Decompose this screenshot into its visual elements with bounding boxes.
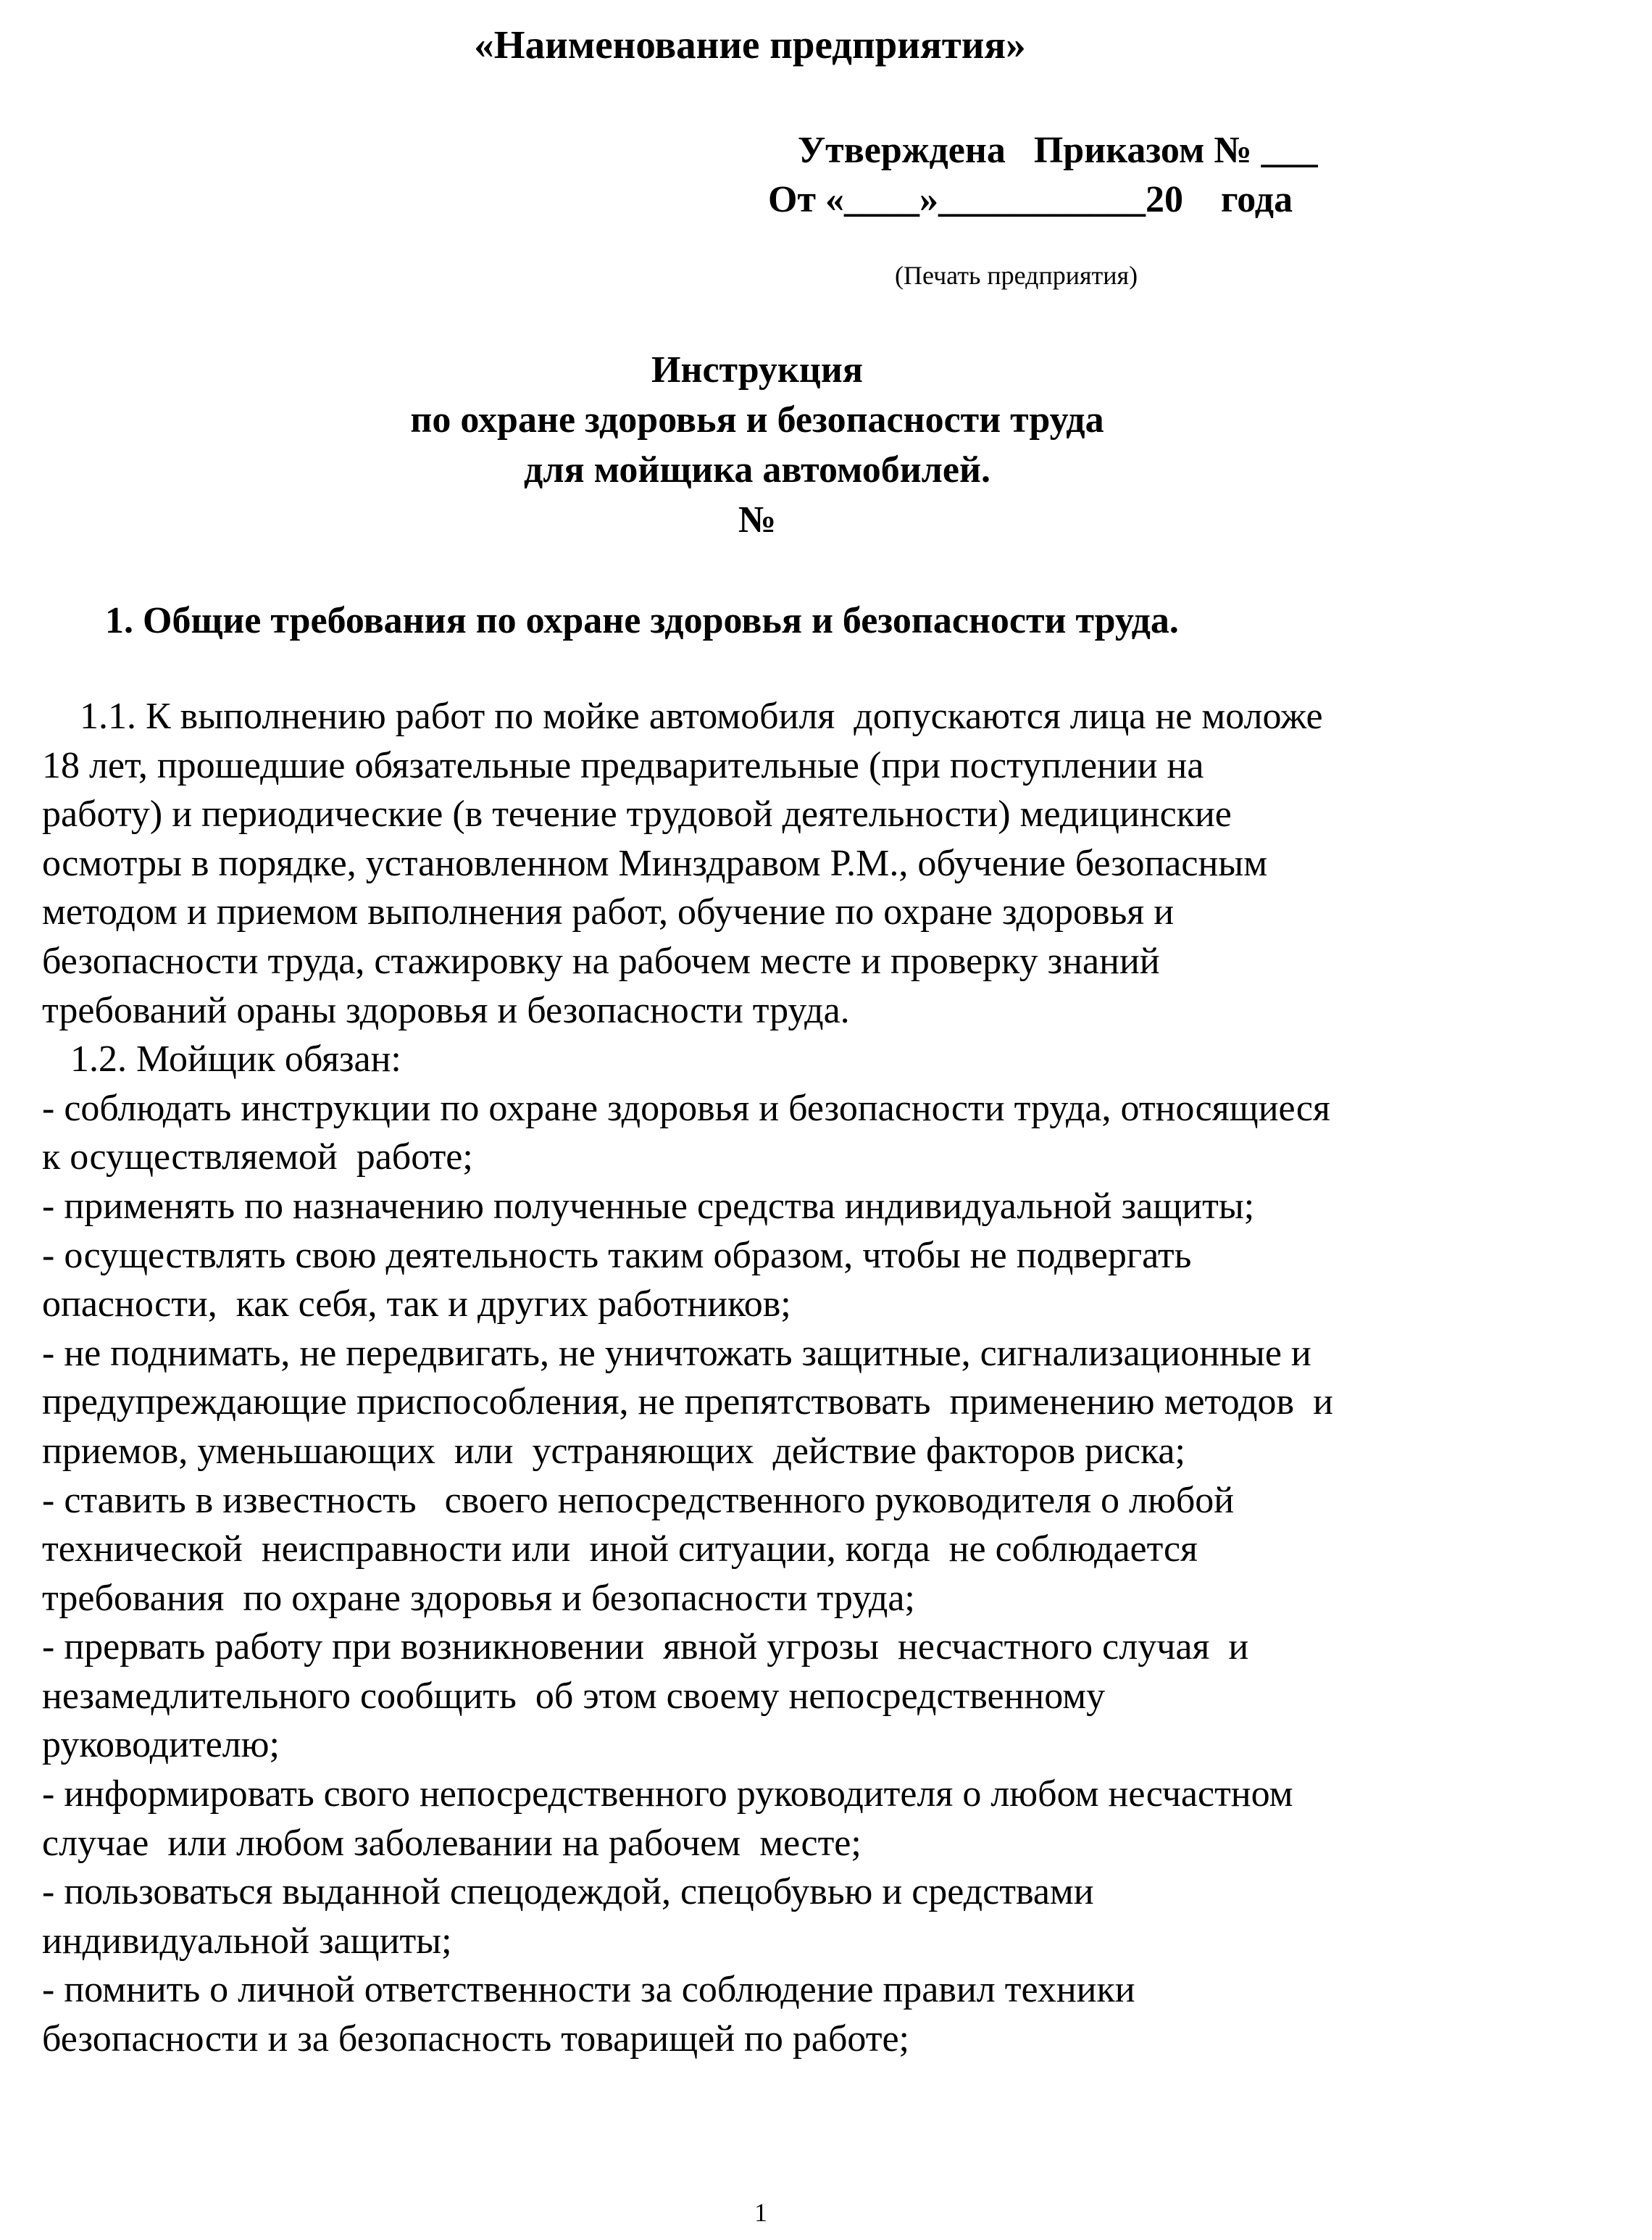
body-line: - соблюдать инструкции по охране здоровья и безопасности труда, относящиеся (42, 1087, 1330, 1129)
body-line: к осуществляемой работе; (42, 1136, 473, 1178)
body-line: безопасности и за безопасность товарищей по работе; (42, 2018, 909, 2060)
body-line: работу) и периодические (в течение трудовой деятельности) медицинские (42, 794, 1232, 836)
body-line: осмотры в порядке, установленном Минздравом Р.М., обучение безопасным (42, 842, 1268, 884)
body-line: руководителю; (42, 1724, 280, 1766)
body-line: - ставить в известность своего непосредственного руководителя о любой (42, 1479, 1235, 1521)
body-line: - осуществлять свою деятельность таким образом, чтобы не подвергать (42, 1234, 1192, 1276)
body-line: - информировать свого непосредственного руководителя о любом несчастном (42, 1773, 1293, 1815)
company-name: «Наименование предприятия» (474, 22, 1026, 67)
approval-block (768, 126, 1318, 274)
body-line: предупреждающие приспособления, не препятствовать применению методов и (42, 1381, 1333, 1423)
body-line: 1.1. К выполнению работ по мойке автомобиля допускаются лица не моложе (42, 696, 1323, 737)
body-line: случае или любом заболевании на рабочем месте; (42, 1822, 862, 1864)
body-line: - пользоваться выданной спецодеждой, спецобувью и средствами (42, 1871, 1094, 1913)
title-line-3: для мойщика автомобилей. (524, 449, 990, 491)
section-body (42, 692, 1578, 2064)
title-line-4: № (738, 499, 777, 541)
body-line: методом и приемом выполнения работ, обучение по охране здоровья и (42, 891, 1175, 933)
approval-order-line: Утверждена Приказом № ___ (798, 130, 1318, 171)
title-line-2: по охране здоровья и безопасности труда (410, 399, 1104, 441)
body-line: 1.2. Мойщик обязан: (42, 1038, 401, 1081)
body-line: опасности, как себя, так и других работников; (42, 1283, 791, 1325)
body-line: приемов, уменьшающих или устраняющих действие факторов риска; (42, 1430, 1185, 1472)
body-line: требования по охране здоровья и безопасности труда; (42, 1577, 915, 1619)
stamp-note: (Печать предприятия) (895, 261, 1138, 290)
section-heading: 1. Общие требования по охране здоровья и безопасности труда. (105, 600, 1179, 641)
body-line: - прервать работу при возникновении явной угрозы несчастного случая и (42, 1626, 1249, 1668)
body-line: - помнить о личной ответственности за соблюдение правил техники (42, 1969, 1135, 2011)
body-line: - применять по назначению полученные средства индивидуальной защиты; (42, 1185, 1255, 1227)
body-line: индивидуальной защиты; (42, 1920, 452, 1962)
body-line: технической неисправности или иной ситуации, когда не соблюдается (42, 1528, 1198, 1570)
approval-date-line: От «____»___________20 года (768, 179, 1293, 220)
body-line: - не поднимать, не передвигать, не уничтожать защитные, сигнализационные и (42, 1332, 1311, 1374)
body-line: 18 лет, прошедшие обязательные предварительные (при поступлении на (42, 744, 1204, 786)
body-line: незамедлительного сообщить об этом своему непосредственному (42, 1675, 1106, 1717)
body-line: требований ораны здоровья и безопасности труда. (42, 989, 850, 1031)
page-number: 1 (754, 2198, 767, 2227)
document-title (0, 345, 1514, 545)
title-line-1: Инструкция (651, 349, 863, 391)
body-line: безопасности труда, стажировку на рабочем месте и проверку знаний (42, 940, 1160, 982)
